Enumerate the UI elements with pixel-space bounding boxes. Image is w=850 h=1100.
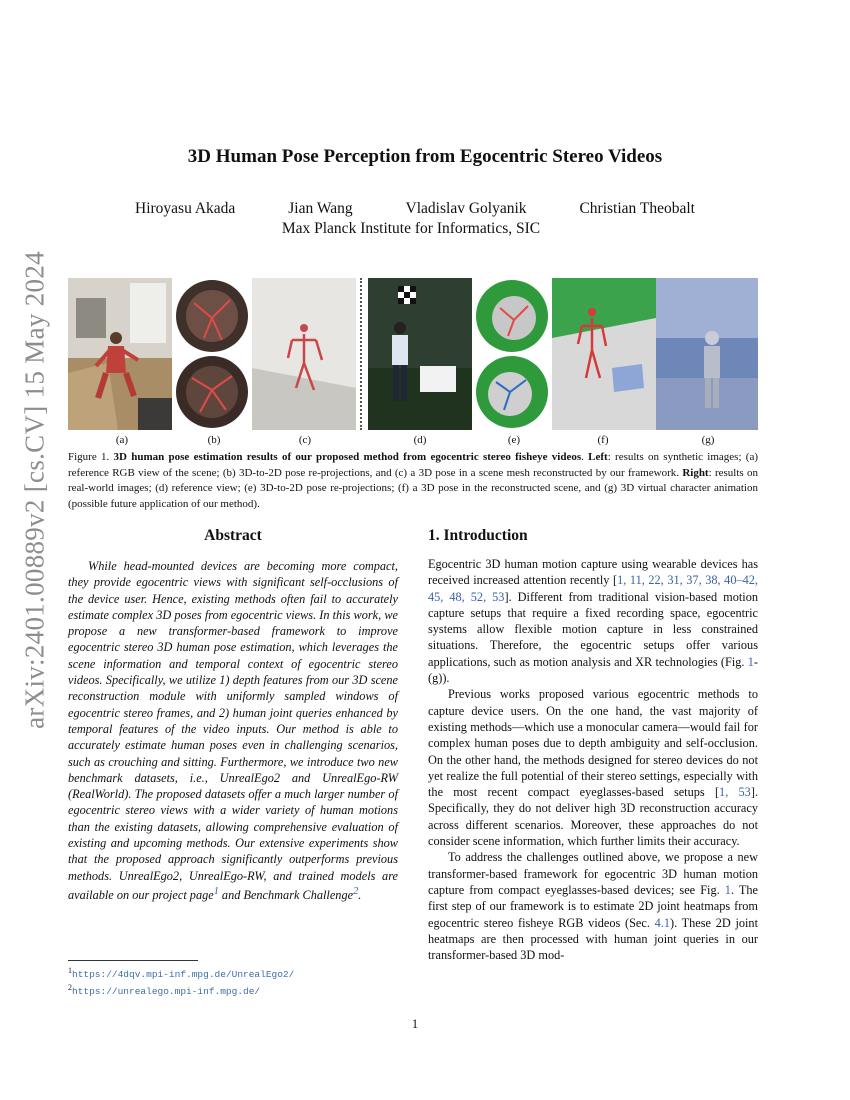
footnote-ref-1[interactable]: 1 [213, 885, 219, 897]
intro-paragraph-2: Previous works proposed various egocentric methods to capture device users. On the one hand, the vast majority of existing methods—which use a monocular camera—would fail for complex human poses due to depth ambiguity and self-occlusion. On the other hand, the methods designed for stereo devices do not yet realize the full potential of their stereo settings, especially with the most recent compact eyeglasses-based setups [1, 53]. Specifically, they do not deliver high 3D reconstruction accuracy across different scenarios. Moreover, these approaches do not consider scene information, which further limits their accuracy. [428, 687, 759, 849]
abstract-heading: Abstract [204, 527, 262, 544]
caption-bold: 3D human pose estimation results of our proposed method from egocentric stereo fisheye videos [113, 451, 582, 463]
page-number: 1 [411, 1017, 419, 1031]
intro-heading: 1. Introduction [428, 527, 528, 544]
panel-label-a: (a) [115, 434, 129, 446]
panel-label-g: (g) [701, 434, 715, 446]
figure-panel-d-image [368, 278, 472, 430]
figure-panel-a-image [68, 278, 172, 430]
intro-body [428, 556, 758, 963]
panel-label-c: (c) [298, 434, 312, 446]
footnote-rule [68, 960, 198, 961]
panel-label-d: (d) [413, 434, 427, 446]
figure-separator [360, 278, 364, 430]
footnote-1: $^1$https://4dqv.mpi-inf.mpg.de/UnrealEgo2/ [68, 966, 295, 981]
caption-prefix: Figure 1. [68, 451, 110, 463]
panel-label-f: (f) [597, 434, 609, 446]
footnote-2-link[interactable]: https://unrealego.mpi-inf.mpg.de/ [72, 986, 261, 998]
footnote-1-link[interactable]: https://4dqv.mpi-inf.mpg.de/UnrealEgo2/ [72, 969, 295, 981]
figure-caption: Figure 1. 3D human pose estimation results of our proposed method from egocentric stereo fisheye videos. Left: results on synthetic images; (a) reference RGB view of the scene; (b) 3D-to-2D pose re-projections, and (c) a 3D pose in a scene mesh reconstructed by our framework. Right: results on real-world images; (d) reference view; (e) 3D-to-2D pose re-projections; (f) a 3D pose in the reconstructed scene, and (g) 3D virtual character animation (possible future application of our method). [68, 451, 758, 510]
figure-panel-e-image [474, 278, 550, 430]
affiliation: Max Planck Institute for Informatics, SIC [281, 220, 541, 237]
footnote-ref-2[interactable]: 2 [353, 885, 359, 897]
figure-1 [68, 278, 758, 430]
panel-label-b: (b) [207, 434, 221, 446]
caption-right-label: Right [682, 466, 709, 479]
paper-title: 3D Human Pose Perception from Egocentric Stereo Videos [187, 146, 663, 167]
figure-panel-f-image [552, 278, 656, 430]
citation-list[interactable]: 1, 11, 22, 31, 37, 38, 40–42, 45, 48, 52, 53 [428, 573, 758, 604]
footnotes [68, 964, 398, 998]
caption-right-text: : results on real-world images; (d) reference view; (e) 3D-to-2D pose re-projections; (f) a 3D pose in the reconstructed scene, and (g) 3D virtual character animation (possible future application of our method). [68, 466, 758, 510]
caption-left-text: : results on synthetic images; (a) reference RGB view of the scene; (b) 3D-to-2D pose re-projections, and (c) a 3D pose in a scene mesh reconstructed by our framework. [68, 451, 758, 479]
author: Jian Wang [288, 200, 353, 217]
arxiv-id: arXiv:2401.00889v2 [cs.CV] 15 May 2024 [19, 251, 50, 729]
abstract-body [68, 558, 398, 903]
author: Hiroyasu Akada [135, 200, 236, 217]
arxiv-sidebar-stamp [18, 251, 52, 729]
caption-left-label: Left [588, 451, 608, 463]
intro-paragraph-1: Egocentric 3D human motion capture using wearable devices has received increased attention recently [1, 11, 22, 31, 37, 38, 40–42, 45, 48, 52, 53]. Different from traditional vision-based motion capture setups that require a fixed recording space, egocentric systems allow flexible motion capture in less constrained situations. Therefore, the egocentric setups offer various applications, such as motion analysis and XR technologies (Fig. 1-(g)). [428, 557, 758, 686]
section-ref[interactable]: 4.1 [654, 915, 670, 930]
footnote-2: $^2$https://unrealego.mpi-inf.mpg.de/ [68, 983, 261, 998]
figure-panel-g-image [656, 278, 758, 430]
abstract-end: . [358, 888, 362, 903]
author: Vladislav Golyanik [405, 200, 527, 217]
figure-panel-b-image [174, 278, 250, 430]
author-list [135, 200, 695, 218]
figure-ref[interactable]: 1 [724, 882, 731, 897]
citation-list[interactable]: 1, 53 [719, 785, 751, 800]
panel-label-e: (e) [507, 434, 521, 446]
abstract-text: While head-mounted devices are becoming more compact, they provide egocentric views with significant self-occlusions of the device user. Hence, existing methods often fail to accurately estimate complex 3D poses from egocentric views. In this work, we propose a new transformer-based framework to improve egocentric stereo 3D human pose estimation, which leverages the scene information and temporal context of egocentric stereo videos. Specifically, we utilize 1) depth features from our 3D scene reconstruction module with uniformly sampled windows of egocentric stereo frames, and 2) human joint queries enhanced by temporal features of the video inputs. Our method is able to accurately estimate human poses even in challenging scenarios, such as crouching and sitting. Furthermore, we introduce two new benchmark datasets, i.e., UnrealEgo2 and UnrealEgo-RW (RealWorld). The proposed datasets offer a much larger number of egocentric stereo views with a wider variety of human motions than the existing datasets, allowing comprehensive evaluation of existing and upcoming methods. Our extensive experiments show that the proposed approach significantly outperforms previous methods. UnrealEgo2, UnrealEgo-RW, and trained models are available on our project page [68, 559, 398, 903]
figure-ref[interactable]: 1 [747, 654, 754, 669]
abstract-mid: and Benchmark Challenge [218, 888, 354, 903]
intro-paragraph-3: To address the challenges outlined above, we propose a new transformer-based framework for egocentric 3D human motion capture from compact eyeglasses-based devices; see Fig. 1. The first step of our framework is to estimate 2D joint heatmaps from egocentric stereo fisheye RGB videos (Sec. 4.1). These 2D joint heatmaps are then processed with human joint queries in our transformer-based 3D mod- [428, 850, 758, 963]
figure-panel-c-image [252, 278, 356, 430]
author: Christian Theobalt [579, 200, 695, 217]
